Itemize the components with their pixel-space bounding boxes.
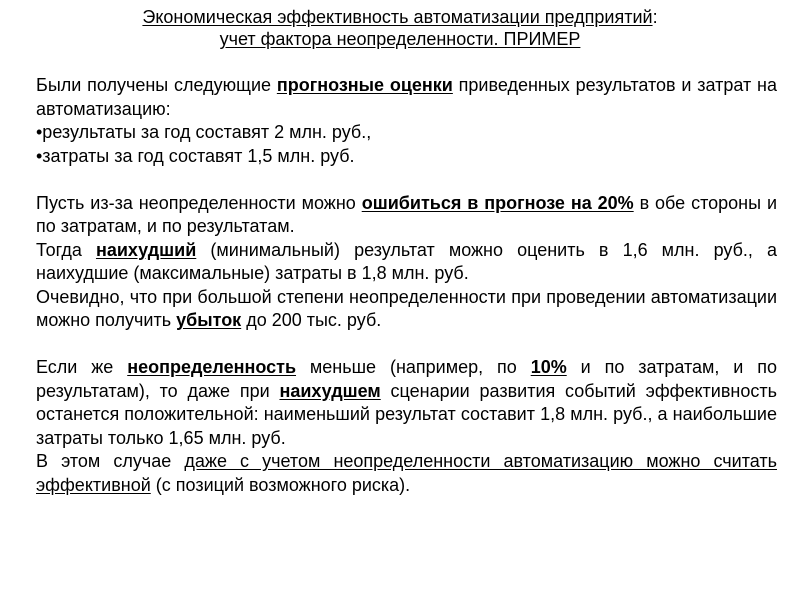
ten-percent-emphasis: 10% — [530, 357, 567, 377]
uncertainty-emphasis: ошибиться в прогнозе на 20% — [361, 192, 634, 213]
worst-case-text-end: (минимальный) результат можно оценить в 1,6 млн. руб., а наихудшие (максимальные) затраты в 1,8 млн. руб. — [36, 239, 778, 283]
loss-text: Очевидно, что при большой степени неопределенности при проведении автоматизации можно получить — [36, 286, 777, 330]
title-line-2: учет фактора неопределенности. ПРИМЕР — [219, 29, 581, 49]
loss-paragraph — [36, 286, 777, 333]
lower-uncertainty-text-2: меньше (например, по — [296, 357, 531, 377]
conclusion-paragraph — [36, 450, 777, 497]
worst-case-paragraph — [36, 239, 777, 286]
loss-emphasis: убыток — [176, 310, 242, 330]
worst-case-emphasis: наихудший — [95, 239, 197, 260]
uncertainty-term-emphasis: неопределенность — [127, 357, 297, 377]
paragraph-gap — [36, 168, 777, 192]
title-main-text: Экономическая эффективность автоматизации предприятий — [142, 7, 653, 27]
title-line-1 — [0, 6, 800, 28]
forecast-intro — [36, 74, 777, 121]
lower-uncertainty-paragraph — [36, 356, 777, 450]
paragraph-gap — [36, 333, 777, 357]
slide-body — [36, 74, 777, 497]
uncertainty-text-end: в обе стороны и по затратам, и по результатам. — [36, 192, 778, 236]
forecast-intro-text-end: приведенных результатов и затрат на автоматизацию: — [36, 75, 777, 119]
worst-scenario-emphasis: наихудшем — [279, 380, 381, 401]
lower-uncertainty-text-3: и по затратам, и по результатам), то даже при — [36, 357, 778, 401]
worst-case-text: Тогда — [36, 239, 96, 260]
title-colon: : — [652, 7, 658, 27]
uncertainty-text: Пусть из-за неопределенности можно — [36, 192, 362, 213]
conclusion-underlined: даже с учетом неопределенности автоматизацию можно считать эффективной — [36, 451, 777, 495]
bullet-results: •результаты за год составят 2 млн. руб., — [36, 122, 372, 142]
conclusion-text-end: (с позиций возможного риска). — [150, 474, 411, 495]
uncertainty-paragraph — [36, 192, 777, 239]
lower-uncertainty-text: Если же — [36, 357, 128, 377]
forecast-emphasis: прогнозные оценки — [276, 75, 453, 95]
bullet-costs: •затраты за год составят 1,5 млн. руб. — [36, 145, 355, 166]
forecast-intro-text: Были получены следующие — [36, 75, 277, 95]
conclusion-text: В этом случае — [36, 451, 185, 471]
slide-title — [0, 0, 800, 50]
lower-uncertainty-text-end: сценарии развития событий эффективность останется положительной: наименьший результат составит 1,8 млн. руб., а наибольшие затраты только 1,65 млн. руб. — [36, 380, 777, 448]
loss-text-end: до 200 тыс. руб. — [241, 310, 382, 330]
